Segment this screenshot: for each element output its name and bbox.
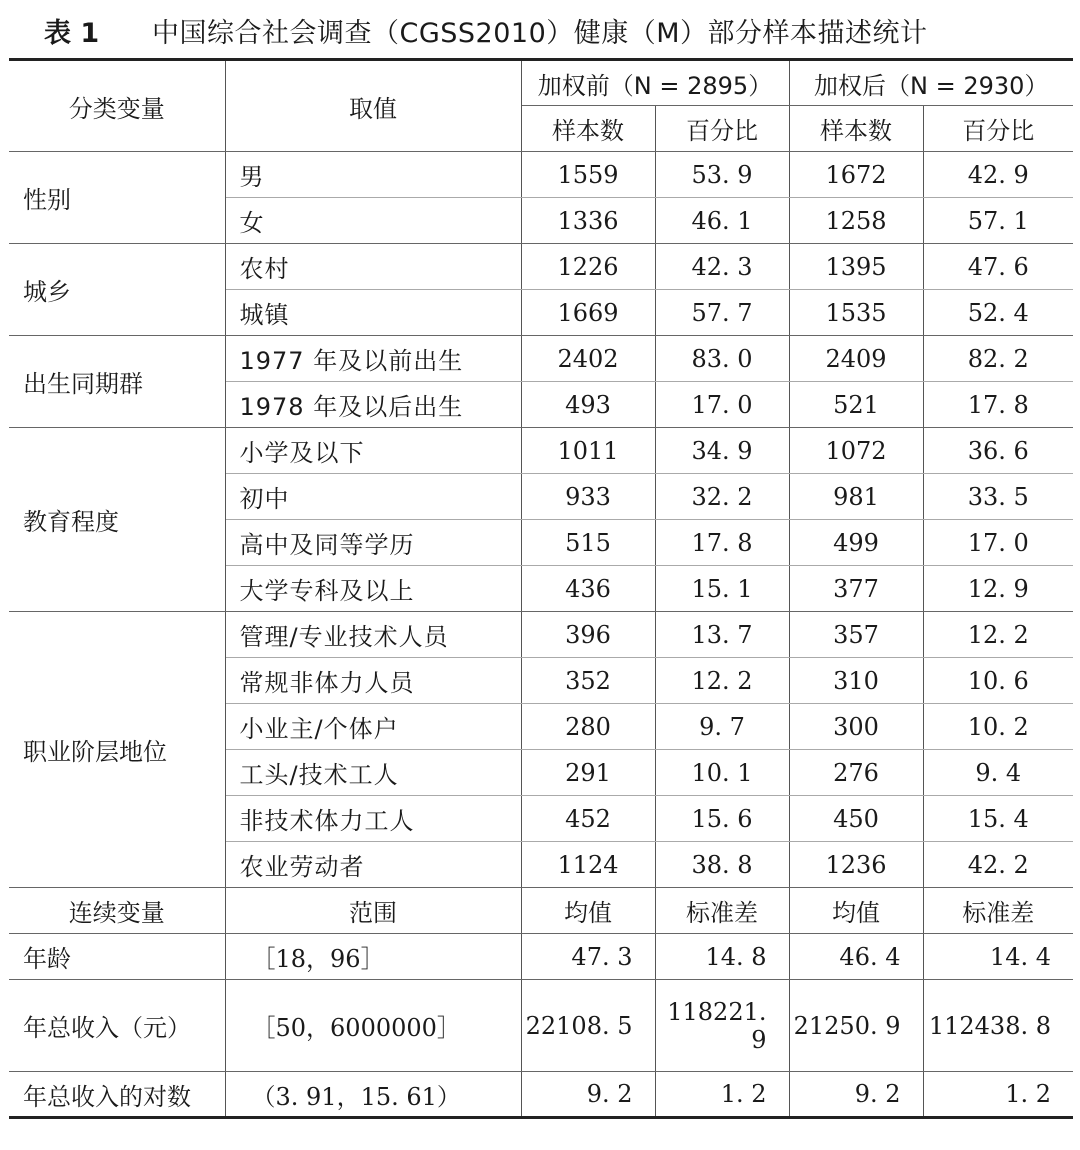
category-name: 性别 <box>9 152 225 244</box>
percent-before: 15. 1 <box>655 566 789 612</box>
percent-after: 12. 2 <box>923 612 1073 658</box>
percent-before: 38. 8 <box>655 842 789 888</box>
count-after: 981 <box>789 474 923 520</box>
count-after: 377 <box>789 566 923 612</box>
value-label: 1977 年及以前出生 <box>225 336 521 382</box>
count-before: 1669 <box>521 290 655 336</box>
category-name: 出生同期群 <box>9 336 225 428</box>
table-caption: 中国综合社会调查（CGSS2010）健康（M）部分样本描述统计 <box>152 18 928 49</box>
count-after: 1395 <box>789 244 923 290</box>
value-label: 非技术体力工人 <box>225 796 521 842</box>
table-row <box>9 1072 1073 1118</box>
header-sd-before: 标准差 <box>655 888 789 934</box>
count-before: 2402 <box>521 336 655 382</box>
category-name: 教育程度 <box>9 428 225 612</box>
count-before: 493 <box>521 382 655 428</box>
continuous-name: 年龄 <box>9 934 225 980</box>
mean-after: 46. 4 <box>789 934 923 980</box>
continuous-header-category: 连续变量 <box>9 888 225 934</box>
table-label: 表 1 <box>44 18 100 49</box>
header-mean-after: 均值 <box>789 888 923 934</box>
percent-before: 17. 0 <box>655 382 789 428</box>
percent-before: 15. 6 <box>655 796 789 842</box>
count-before: 280 <box>521 704 655 750</box>
count-before: 291 <box>521 750 655 796</box>
value-label: 农村 <box>225 244 521 290</box>
count-after: 499 <box>789 520 923 566</box>
table-row <box>9 244 1073 290</box>
continuous-name: 年总收入的对数 <box>9 1072 225 1118</box>
value-label: 大学专科及以上 <box>225 566 521 612</box>
value-label: 工头/技术工人 <box>225 750 521 796</box>
count-before: 352 <box>521 658 655 704</box>
header-row-1 <box>9 60 1073 106</box>
sd-before: 118221. 9 <box>655 980 789 1072</box>
sd-after: 14. 4 <box>923 934 1073 980</box>
count-before: 1336 <box>521 198 655 244</box>
sd-after: 1. 2 <box>923 1072 1073 1118</box>
value-label: 常规非体力人员 <box>225 658 521 704</box>
count-before: 1124 <box>521 842 655 888</box>
percent-after: 52. 4 <box>923 290 1073 336</box>
sd-after: 112438. 8 <box>923 980 1073 1072</box>
value-label: 小学及以下 <box>225 428 521 474</box>
header-sd-after: 标准差 <box>923 888 1073 934</box>
sd-before: 14. 8 <box>655 934 789 980</box>
value-label: 高中及同等学历 <box>225 520 521 566</box>
value-label: 小业主/个体户 <box>225 704 521 750</box>
percent-before: 57. 7 <box>655 290 789 336</box>
category-name: 职业阶层地位 <box>9 612 225 888</box>
header-before: 加权前（N = 2895） <box>521 60 789 106</box>
count-before: 1226 <box>521 244 655 290</box>
count-after: 310 <box>789 658 923 704</box>
range-value: ［18，96］ <box>225 934 521 980</box>
percent-before: 9. 7 <box>655 704 789 750</box>
value-label: 1978 年及以后出生 <box>225 382 521 428</box>
range-value: ［50，6000000］ <box>225 980 521 1072</box>
header-percent-after: 百分比 <box>923 106 1073 152</box>
value-label: 管理/专业技术人员 <box>225 612 521 658</box>
range-value: （3. 91，15. 61） <box>225 1072 521 1118</box>
percent-after: 82. 2 <box>923 336 1073 382</box>
continuous-header-range: 范围 <box>225 888 521 934</box>
count-after: 1535 <box>789 290 923 336</box>
percent-before: 10. 1 <box>655 750 789 796</box>
category-name: 城乡 <box>9 244 225 336</box>
continuous-header-row <box>9 888 1073 934</box>
percent-before: 32. 2 <box>655 474 789 520</box>
table-title <box>44 14 928 54</box>
percent-after: 10. 6 <box>923 658 1073 704</box>
count-before: 1011 <box>521 428 655 474</box>
count-before: 436 <box>521 566 655 612</box>
percent-after: 42. 9 <box>923 152 1073 198</box>
continuous-name: 年总收入（元） <box>9 980 225 1072</box>
count-after: 521 <box>789 382 923 428</box>
count-before: 933 <box>521 474 655 520</box>
table-row <box>9 934 1073 980</box>
count-before: 396 <box>521 612 655 658</box>
table-row <box>9 428 1073 474</box>
header-after: 加权后（N = 2930） <box>789 60 1073 106</box>
header-value: 取值 <box>225 60 521 152</box>
percent-after: 57. 1 <box>923 198 1073 244</box>
count-after: 1258 <box>789 198 923 244</box>
percent-before: 12. 2 <box>655 658 789 704</box>
percent-before: 83. 0 <box>655 336 789 382</box>
percent-after: 17. 8 <box>923 382 1073 428</box>
count-after: 300 <box>789 704 923 750</box>
count-before: 1559 <box>521 152 655 198</box>
table-row <box>9 336 1073 382</box>
count-after: 2409 <box>789 336 923 382</box>
header-percent-before: 百分比 <box>655 106 789 152</box>
count-after: 1672 <box>789 152 923 198</box>
percent-after: 10. 2 <box>923 704 1073 750</box>
value-label: 城镇 <box>225 290 521 336</box>
table-row <box>9 152 1073 198</box>
percent-before: 17. 8 <box>655 520 789 566</box>
count-after: 357 <box>789 612 923 658</box>
header-category: 分类变量 <box>9 60 225 152</box>
table-row <box>9 980 1073 1072</box>
percent-after: 36. 6 <box>923 428 1073 474</box>
mean-after: 21250. 9 <box>789 980 923 1072</box>
count-after: 1072 <box>789 428 923 474</box>
header-count-before: 样本数 <box>521 106 655 152</box>
value-label: 农业劳动者 <box>225 842 521 888</box>
percent-before: 34. 9 <box>655 428 789 474</box>
sd-before: 1. 2 <box>655 1072 789 1118</box>
value-label: 初中 <box>225 474 521 520</box>
count-before: 452 <box>521 796 655 842</box>
percent-before: 13. 7 <box>655 612 789 658</box>
percent-before: 46. 1 <box>655 198 789 244</box>
percent-after: 17. 0 <box>923 520 1073 566</box>
table-row <box>9 612 1073 658</box>
mean-before: 22108. 5 <box>521 980 655 1072</box>
mean-before: 9. 2 <box>521 1072 655 1118</box>
count-after: 450 <box>789 796 923 842</box>
count-before: 515 <box>521 520 655 566</box>
percent-after: 12. 9 <box>923 566 1073 612</box>
header-mean-before: 均值 <box>521 888 655 934</box>
percent-after: 42. 2 <box>923 842 1073 888</box>
percent-after: 15. 4 <box>923 796 1073 842</box>
mean-after: 9. 2 <box>789 1072 923 1118</box>
value-label: 女 <box>225 198 521 244</box>
percent-after: 9. 4 <box>923 750 1073 796</box>
value-label: 男 <box>225 152 521 198</box>
percent-before: 53. 9 <box>655 152 789 198</box>
count-after: 1236 <box>789 842 923 888</box>
percent-after: 33. 5 <box>923 474 1073 520</box>
percent-before: 42. 3 <box>655 244 789 290</box>
mean-before: 47. 3 <box>521 934 655 980</box>
count-after: 276 <box>789 750 923 796</box>
header-count-after: 样本数 <box>789 106 923 152</box>
stats-table <box>9 58 1073 1119</box>
percent-after: 47. 6 <box>923 244 1073 290</box>
